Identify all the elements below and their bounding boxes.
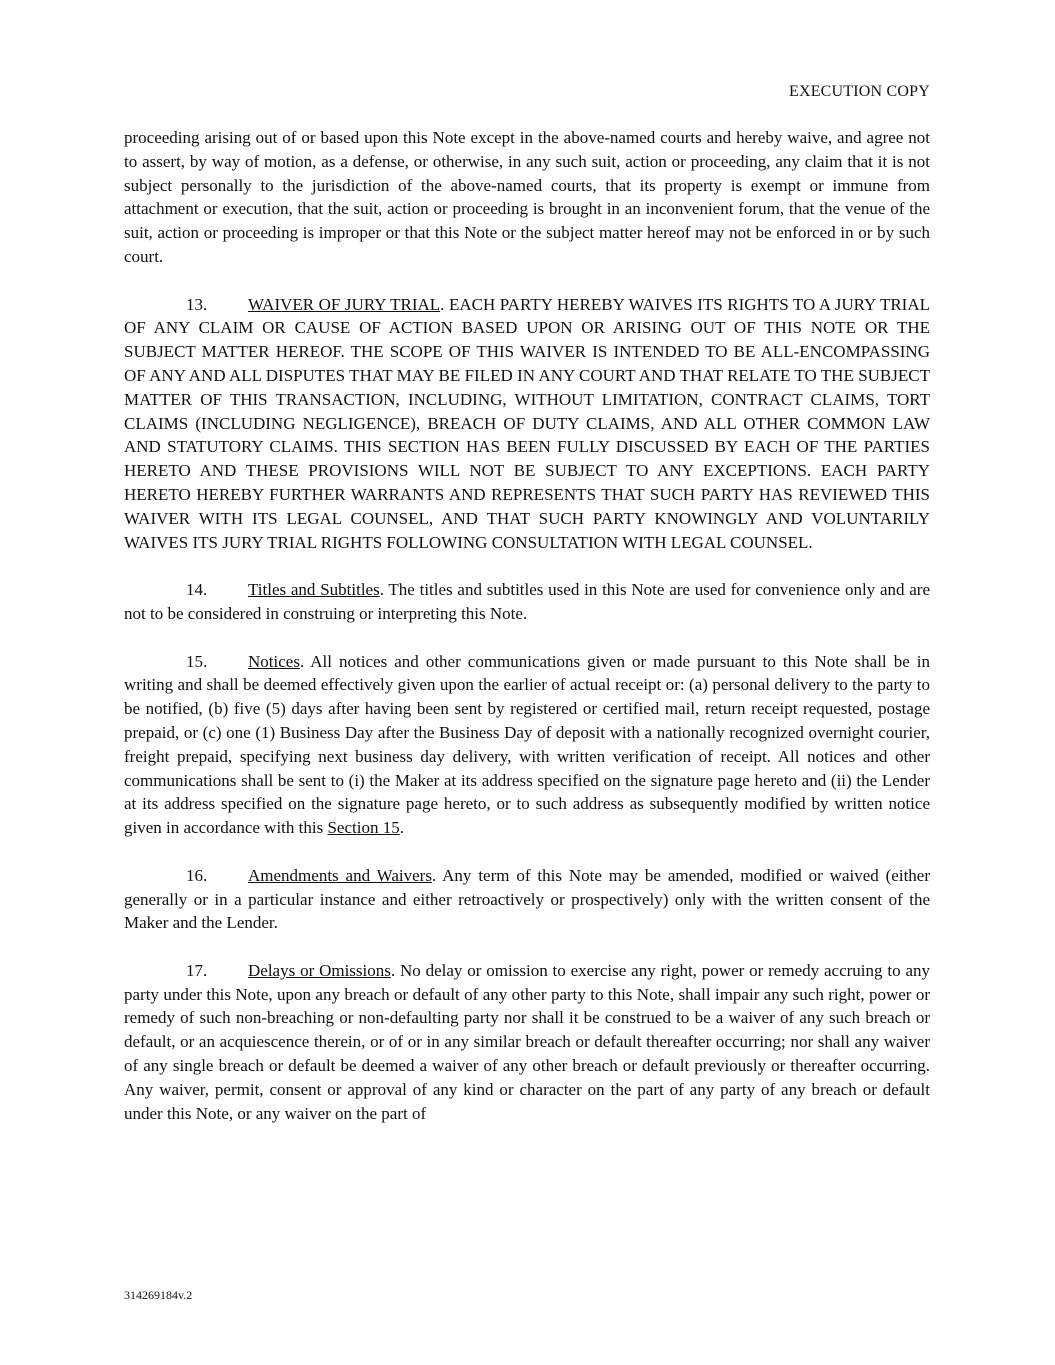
section-tail: .: [399, 818, 404, 838]
section-title: Delays or Omissions: [248, 960, 391, 980]
section-reference: Section 15: [327, 818, 400, 838]
section-number: 14.: [186, 580, 208, 600]
section-title: WAIVER OF JURY TRIAL: [248, 294, 441, 314]
execution-copy-label: EXECUTION COPY: [788, 83, 930, 100]
section-number: 16.: [186, 865, 208, 885]
section-number: 15.: [186, 651, 208, 671]
section-title: Titles and Subtitles: [248, 580, 380, 600]
section-body: . The titles and subtitles used in this Note are used for convenience only and are not to be considered in construing or interpreting this Note.: [124, 580, 930, 623]
section-number: 17.: [186, 960, 208, 980]
section-body: . All notices and other communications given or made pursuant to this Note shall be in writing and shall be deemed effectively given upon the earlier of actual receipt or: (a) personal delivery to the party to be notified, (b) five (5) days after having been sent by registered or certified mail, return receipt requested, postage prepaid, or (c) one (1) Business Day after the Business Day of deposit with a nationally recognized overnight courier, freight prepaid, specifying next business day delivery, with written verification of receipt. All notices and other communications shall be sent to (i) the Maker at its address specified on the signature page hereto and (ii) the Lender at its address specified on the signature page hereto, or to such address as subsequently modified by written notice given in accordance with this: [124, 651, 930, 838]
section-title: Notices: [248, 651, 300, 671]
section-body: . Any term of this Note may be amended, modified or waived (either generally or in a particular instance and either retroactively or prospectively) only with the written consent of the Maker and the Lender.: [124, 865, 931, 933]
section-16: [124, 864, 930, 935]
section-number: 13.: [186, 294, 208, 314]
section-17: [124, 959, 930, 1126]
document-id: 314269184v.2: [124, 1288, 193, 1302]
section-title: Amendments and Waivers: [248, 865, 432, 885]
section-body: . EACH PARTY HEREBY WAIVES ITS RIGHTS TO A JURY TRIAL OF ANY CLAIM OR CAUSE OF ACTION BASED UPON OR ARISING OUT OF THIS NOTE OR THE SUBJECT MATTER HEREOF. THE SCOPE OF THIS WAIVER IS INTENDED TO BE ALL-ENCOMPASSING OF ANY AND ALL DISPUTES THAT MAY BE FILED IN ANY COURT AND THAT RELATE TO THE SUBJECT MATTER OF THIS TRANSACTION, INCLUDING, WITHOUT LIMITATION, CONTRACT CLAIMS, TORT CLAIMS (INCLUDING NEGLIGENCE), BREACH OF DUTY CLAIMS, AND ALL OTHER COMMON LAW AND STATUTORY CLAIMS. THIS SECTION HAS BEEN FULLY DISCUSSED BY EACH OF THE PARTIES HERETO AND THESE PROVISIONS WILL NOT BE SUBJECT TO ANY EXCEPTIONS. EACH PARTY HERETO HEREBY FURTHER WARRANTS AND REPRESENTS THAT SUCH PARTY HAS REVIEWED THIS WAIVER WITH ITS LEGAL COUNSEL, AND THAT SUCH PARTY KNOWINGLY AND VOLUNTARILY WAIVES ITS JURY TRIAL RIGHTS FOLLOWING CONSULTATION WITH LEGAL COUNSEL.: [124, 294, 930, 552]
section-15: [124, 650, 930, 840]
document-body: [124, 126, 930, 1149]
intro-paragraph: proceeding arising out of or based upon this Note except in the above-named courts and hereby waive, and agree not to assert, by way of motion, as a defense, or otherwise, in any such suit, action or proceeding, any claim that it is not subject personally to the jurisdiction of the above-named courts, that its property is exempt or immune from attachment or execution, that the suit, action or proceeding is brought in an inconvenient forum, that the venue of the suit, action or proceeding is improper or that this Note or the subject matter hereof may not be enforced in or by such court.: [124, 128, 930, 266]
section-14: [124, 578, 930, 626]
section-body: . No delay or omission to exercise any right, power or remedy accruing to any party under this Note, upon any breach or default of any other party to this Note, shall impair any such right, power or remedy of such non-breaching or non-defaulting party nor shall it be construed to be a waiver of any such breach or default, or an acquiescence therein, or of or in any similar breach or default thereafter occurring; nor shall any waiver of any single breach or default be deemed a waiver of any other breach or default previously or thereafter occurring. Any waiver, permit, consent or approval of any kind or character on the part of any party of any breach or default under this Note, or any waiver on the part of: [124, 960, 930, 1123]
section-13: [124, 293, 930, 555]
